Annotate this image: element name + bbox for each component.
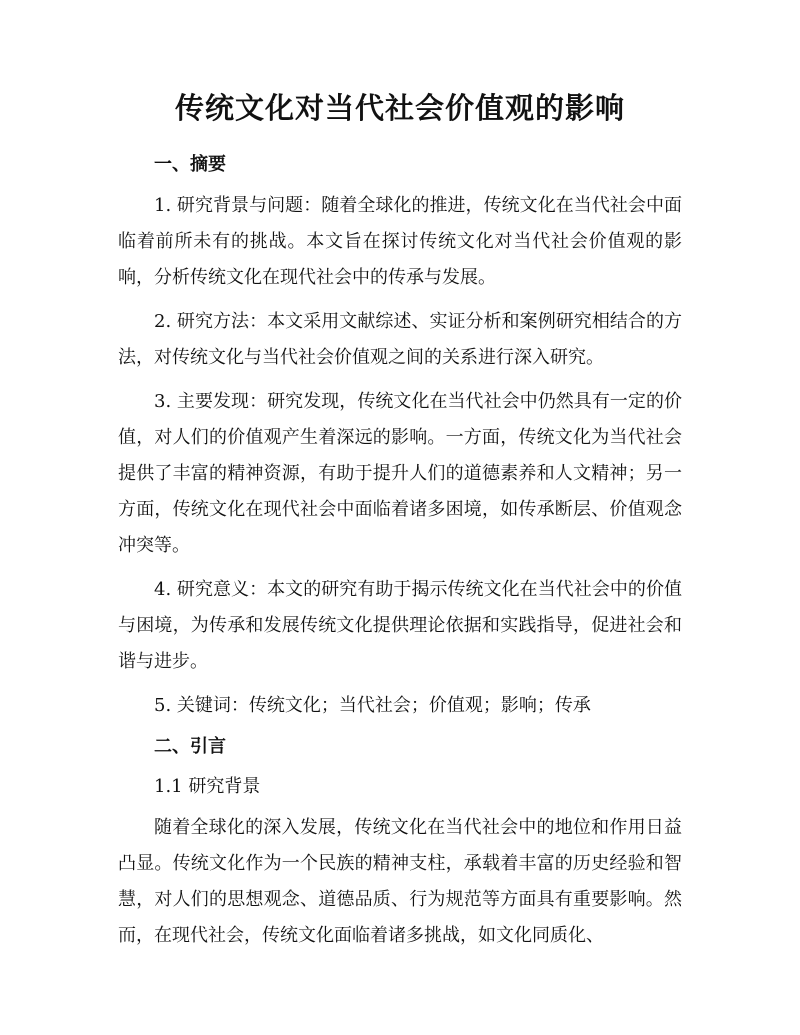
abstract-item-background: 1. 研究背景与问题：随着全球化的推进，传统文化在当代社会中面临着前所未有的挑战。本文旨在探讨传统文化对当代社会价值观的影响，分析传统文化在现代社会中的传承与发展。 [118,195,682,288]
document-title: 传统文化对当代社会价值观的影响 [174,91,625,125]
research-background-paragraph: 随着全球化的深入发展，传统文化在当代社会中的地位和作用日益凸显。传统文化作为一个民族的精神支柱，承载着丰富的历史经验和智慧，对人们的思想观念、道德品质、行为规范等方面具有重要影响。然而，在现代社会，传统文化面临着诸多挑战，如文化同质化、 [118,817,682,946]
abstract-section [118,150,682,724]
research-background-subheading: 1.1 研究背景 [154,776,261,797]
abstract-heading: 一、摘要 [154,154,226,175]
introduction-heading: 二、引言 [154,736,226,757]
abstract-item-significance: 4. 研究意义：本文的研究有助于揭示传统文化在当代社会中的价值与困境，为传承和发展传统文化提供理论依据和实践指导，促进社会和谐与进步。 [118,579,682,672]
abstract-item-findings: 3. 主要发现：研究发现，传统文化在当代社会中仍然具有一定的价值，对人们的价值观产生着深远的影响。一方面，传统文化为当代社会提供了丰富的精神资源，有助于提升人们的道德素养和人文精神；另一方面，传统文化在现代社会中面临着诸多困境，如传承断层、价值观念冲突等。 [118,391,682,556]
abstract-item-keywords: 5. 关键词：传统文化；当代社会；价值观；影响；传承 [154,695,591,716]
introduction-section [118,732,682,954]
abstract-item-method: 2. 研究方法：本文采用文献综述、实证分析和案例研究相结合的方法，对传统文化与当代社会价值观之间的关系进行深入研究。 [118,311,682,368]
